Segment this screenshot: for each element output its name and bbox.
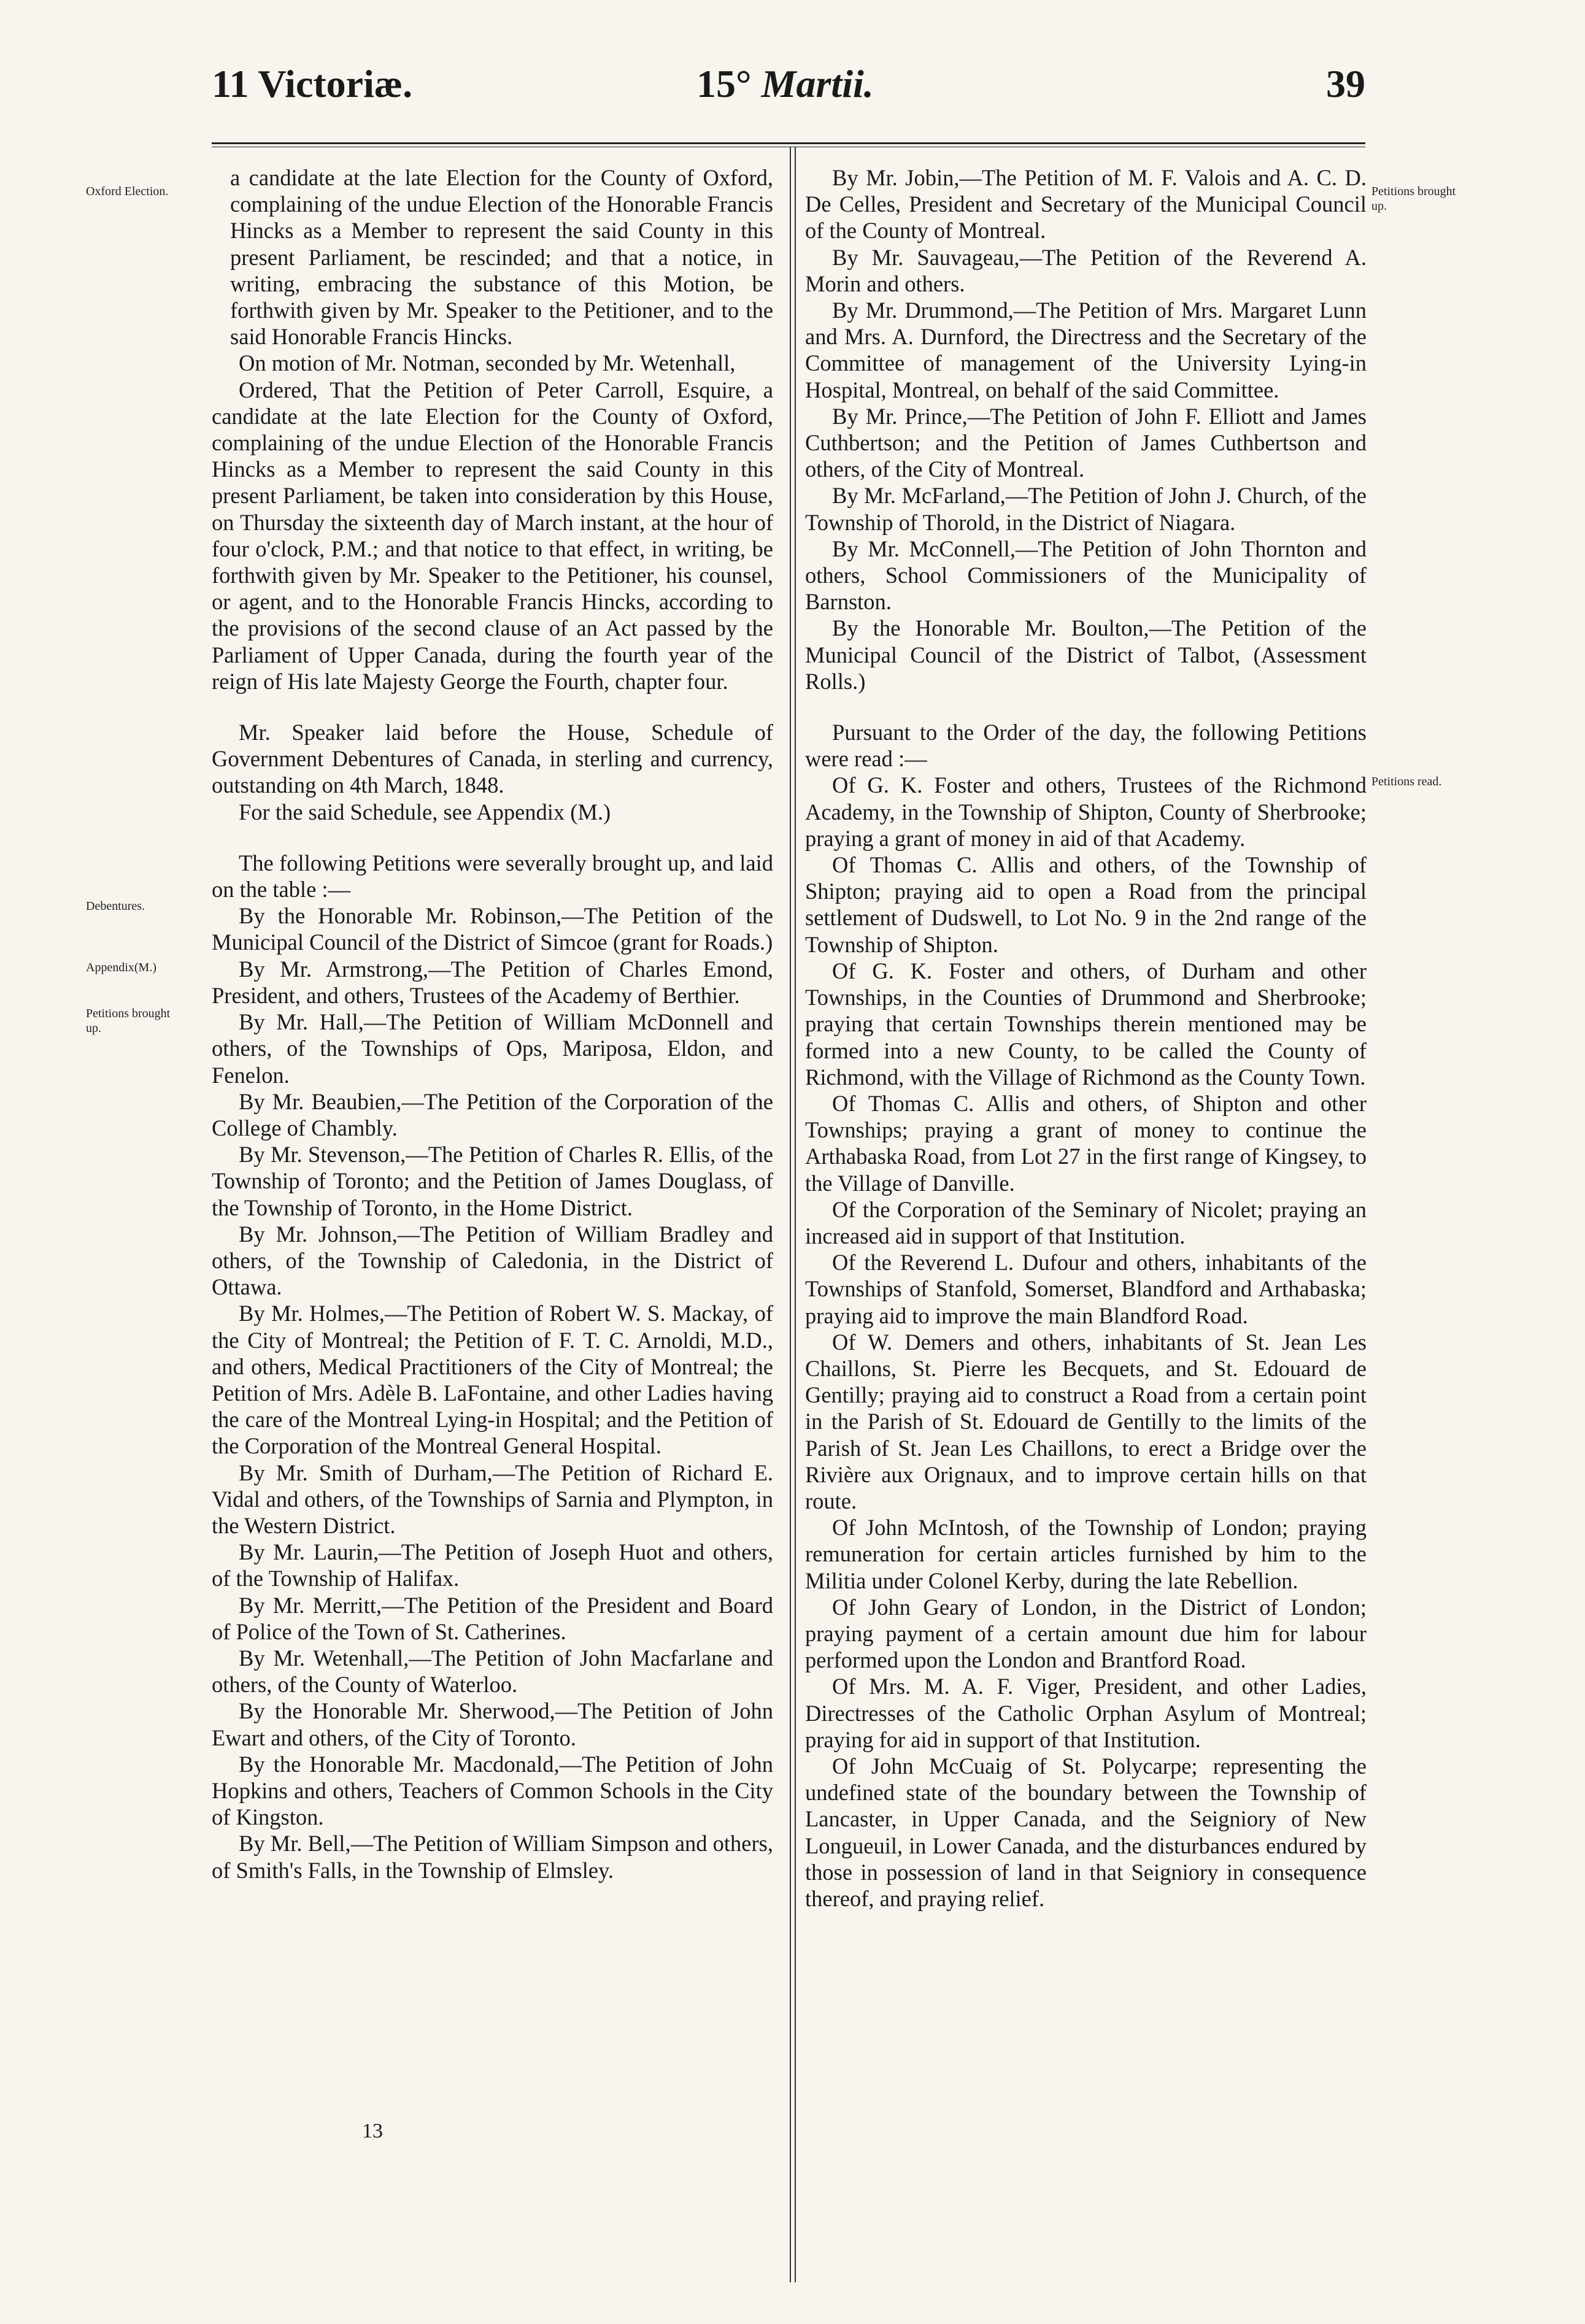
paragraph: By Mr. Merritt,—The Petition of the President and Board of Police of the Town of St. Catherines. (212, 1592, 773, 1644)
paragraph: Of Thomas C. Allis and others, of Shipton and other Townships; praying a grant of money to continue the Arthabaska Road, from Lot 27 in the first range of Kingsey, to the Village of Danville. (805, 1090, 1367, 1196)
paragraph: By Mr. Beaubien,—The Petition of the Corporation of the College of Chambly. (212, 1088, 773, 1141)
paragraph: By the Honorable Mr. Sherwood,—The Petition of John Ewart and others, of the City of Toronto. (212, 1698, 773, 1750)
paragraph: By Mr. Drummond,—The Petition of Mrs. Margaret Lunn and Mrs. A. Durnford, the Directress and the Secretary of the Committee of management of the University Lying-in Hospital, Montreal, on behalf of the said Committee. (805, 298, 1367, 402)
paragraph: By Mr. Prince,—The Petition of John F. Elliott and James Cuthbertson; and the Petition of James Cuthbertson and others, of the City of Montreal. (805, 403, 1367, 482)
header-regnal-year: 11 Victoriæ. (212, 62, 413, 106)
paragraph: For the said Schedule, see Appendix (M.) (239, 799, 611, 825)
paragraph: Of Thomas C. Allis and others, of the Township of Shipton; praying aid to open a Road from the principal settlement of Dudswell, to Lot No. 9 in the 2nd range of the Township of Shipton. (805, 852, 1367, 957)
paragraph: By Mr. Armstrong,—The Petition of Charles Emond, President, and others, Trustees of the Academy of Berthier. (212, 956, 773, 1008)
paragraph: By the Honorable Mr. Macdonald,—The Petition of John Hopkins and others, Teachers of Common Schools in the City of Kingston. (212, 1751, 773, 1830)
column-divider (790, 147, 796, 2282)
paragraph: By Mr. Laurin,—The Petition of Joseph Huot and others, of the Township of Halifax. (212, 1539, 773, 1591)
header-date: 15° Martii. (696, 62, 874, 106)
margin-note-petitions-brought-up: Petitions brought up. (86, 1007, 171, 1035)
paragraph: By Mr. Smith of Durham,—The Petition of Richard E. Vidal and others, of the Townships of Sarnia and Plympton, in the Western District. (212, 1460, 773, 1538)
header-rule (212, 142, 1365, 147)
left-column (212, 164, 773, 1883)
paragraph: By Mr. McFarland,—The Petition of John J. Church, of the Township of Thorold, in the District of Niagara. (805, 483, 1367, 535)
paragraph: By Mr. Holmes,—The Petition of Robert W. S. Mackay, of the City of Montreal; the Petition of F. T. C. Arnoldi, M.D., and others, Medical Practitioners of the City of Montreal; the Petition of Mrs. Adèle B. LaFontaine, and other Ladies having the care of the Montreal Lying-in Hospital; and the Petition of the Corporation of the Montreal General Hospital. (212, 1301, 773, 1459)
paragraph: Of G. K. Foster and others, Trustees of the Richmond Academy, in the Township of Shipton, County of Sherbrooke; praying a grant of money in aid of that Academy. (805, 772, 1367, 851)
right-column (805, 164, 1367, 1912)
paragraph: The following Petitions were severally brought up, and laid on the table :— (212, 850, 773, 902)
paragraph: a candidate at the late Election for the County of Oxford, complaining of the undue Election of the Honorable Francis Hincks as a Member to represent the said County in this present Parliament, be rescinded; and that a notice, in writing, embracing the substance of this Motion, be forthwith given by Mr. Speaker to the Petitioner, and to the said Honorable Francis Hincks. (230, 165, 773, 350)
paragraph: By Mr. McConnell,—The Petition of John Thornton and others, School Commissioners of the Municipality of Barnston. (805, 536, 1367, 615)
paragraph: By Mr. Johnson,—The Petition of William Bradley and others, of the Township of Caledonia, in the District of Ottawa. (212, 1221, 773, 1300)
paragraph: By the Honorable Mr. Boulton,—The Petition of the Municipal Council of the District of Talbot, (Assessment Rolls.) (805, 615, 1367, 694)
margin-note-petitions-brought-up-right: Petitions brought up. (1371, 185, 1456, 213)
paragraph: Ordered, That the Petition of Peter Carroll, Esquire, a candidate at the late Election for the County of Oxford, complaining of the undue Election of the Honorable Francis Hincks as a Member to represent the said County in this present Parliament, be taken into consideration by this House, on Thursday the sixteenth day of March instant, at the hour of four o'clock, P.M.; and that notice to that effect, in writing, be forthwith given by Mr. Speaker to the Petitioner, his counsel, or agent, and to the Honorable Francis Hincks, according to the provisions of the second clause of an Act passed by the Parliament of Upper Canada, during the fourth year of the reign of His late Majesty George the Fourth, chapter four. (212, 377, 773, 694)
paragraph: Of John Geary of London, in the District of London; praying payment of a certain amount due him for labour performed upon the London and Brantford Road. (805, 1594, 1367, 1673)
margin-note-debentures: Debentures. (86, 899, 145, 913)
paragraph: Of the Reverend L. Dufour and others, inhabitants of the Townships of Stanfold, Somerset, Blandford and Arthabaska; praying aid to improve the main Blandford Road. (805, 1250, 1367, 1328)
paragraph: Of John McCuaig of St. Polycarpe; representing the undefined state of the boundary between the Township of Lancaster, in Upper Canada, and the Seigniory of New Longueuil, in Lower Canada, and the disturbances endured by those in possession of land in that Seigniory in consequence thereof, and praying relief. (805, 1753, 1367, 1911)
paragraph: Of G. K. Foster and others, of Durham and other Townships, in the Counties of Drummond and Sherbrooke; praying that certain Townships therein mentioned may be formed into a new County, to be called the County of Richmond, with the Village of Richmond as the County Town. (805, 958, 1367, 1090)
paragraph: By Mr. Wetenhall,—The Petition of John Macfarlane and others, of the County of Waterloo. (212, 1645, 773, 1698)
margin-note-oxford-election: Oxford Election. (86, 185, 169, 198)
page-number: 39 (1326, 62, 1365, 106)
paragraph: By Mr. Stevenson,—The Petition of Charles R. Ellis, of the Township of Toronto; and the Petition of James Douglass, of the Township of Toronto, in the Home District. (212, 1142, 773, 1220)
paragraph: By Mr. Sauvageau,—The Petition of the Reverend A. Morin and others. (805, 244, 1367, 296)
paragraph: Of the Corporation of the Seminary of Nicolet; praying an increased aid in support of that Institution. (805, 1196, 1367, 1249)
margin-note-appendix: Appendix(M.) (86, 961, 156, 974)
paragraph: Of Mrs. M. A. F. Viger, President, and other Ladies, Directresses of the Catholic Orphan Asylum of Montreal; praying for aid in support of that Institution. (805, 1674, 1367, 1752)
paragraph: By the Honorable Mr. Robinson,—The Petition of the Municipal Council of the District of Simcoe (grant for Roads.) (212, 903, 773, 955)
paragraph: Mr. Speaker laid before the House, Schedule of Government Debentures of Canada, in sterling and currency, outstanding on 4th March, 1848. (212, 720, 773, 798)
margin-note-petitions-read: Petitions read. (1371, 775, 1442, 788)
paragraph: On motion of Mr. Notman, seconded by Mr. Wetenhall, (239, 350, 736, 376)
paragraph: Of W. Demers and others, inhabitants of St. Jean Les Chaillons, St. Pierre les Becquets, and St. Edouard de Gentilly; praying aid to construct a Road from a certain point in the Parish of St. Edouard de Gentilly to the limits of the Parish of St. Jean Les Chaillons, to erect a Bridge over the Rivière aux Orignaux, and to improve certain hills on that route. (805, 1329, 1367, 1514)
paragraph: Of John McIntosh, of the Township of London; praying remuneration for certain articles furnished by him to the Militia under Colonel Kerby, during the late Rebellion. (805, 1515, 1367, 1593)
paragraph: By Mr. Bell,—The Petition of William Simpson and others, of Smith's Falls, in the Township of Elmsley. (212, 1831, 773, 1883)
paragraph: By Mr. Hall,—The Petition of William McDonnell and others, of the Townships of Ops, Mariposa, Eldon, and Fenelon. (212, 1009, 773, 1088)
paragraph: Pursuant to the Order of the day, the following Petitions were read :— (805, 720, 1367, 772)
page-header (212, 61, 1365, 129)
paragraph: By Mr. Jobin,—The Petition of M. F. Valois and A. C. D. De Celles, President and Secretary of the Municipal Council of the County of Montreal. (805, 165, 1367, 244)
signature-mark: 13 (362, 2120, 383, 2142)
